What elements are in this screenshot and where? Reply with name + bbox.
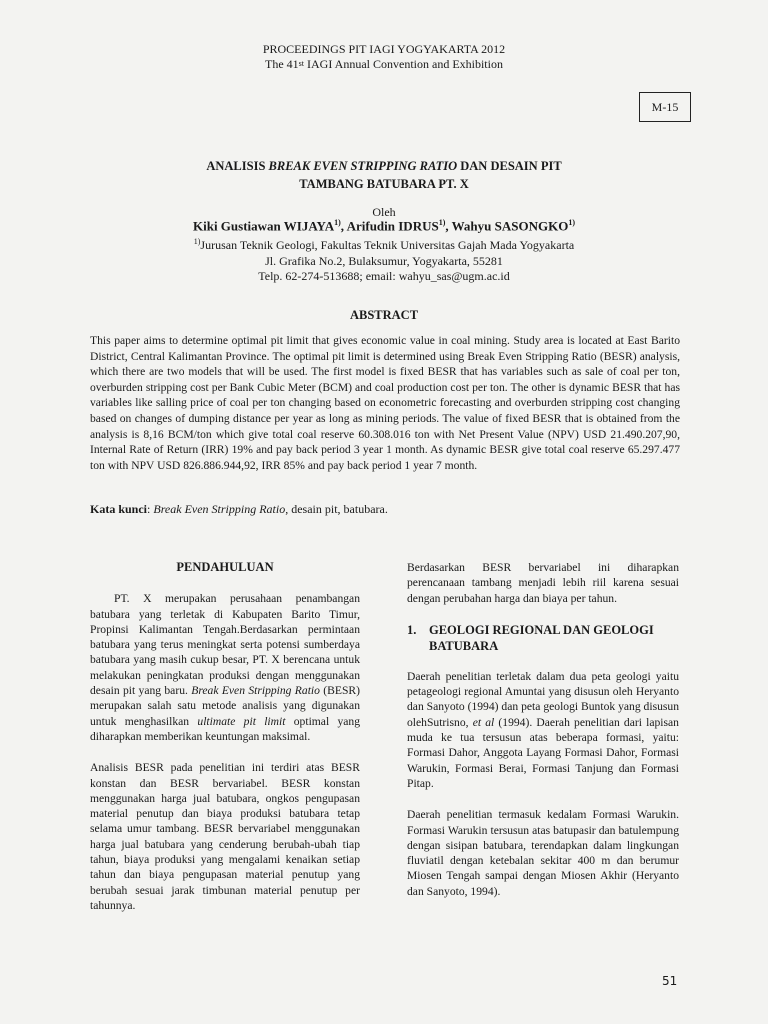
paper-title: ANALISIS BREAK EVEN STRIPPING RATIO DAN DESAIN PIT TAMBANG BATUBARA PT. X (206, 159, 562, 191)
author-3: Wahyu SASONGKO (451, 218, 569, 234)
intro-paragraph-3: Berdasarkan BESR bervariabel ini diharapkan perencanaan tambang menjadi lebih riil karena sesuai dengan perubahan harga dan biaya per tahun. (407, 561, 679, 605)
right-column (407, 560, 679, 899)
paper-code-badge: M-15 (639, 92, 691, 122)
section-heading-pendahuluan: PENDAHULUAN (176, 560, 274, 574)
abstract-heading: ABSTRACT (349, 308, 419, 322)
affiliation: $^{1)}$Jurusan Teknik Geologi, Fakultas Teknik Universitas Gajah Mada Yogyakarta Jl. Grafika No.2, Bulaksumur, Yogyakarta, 55281 Telp. 62-274-513688; email: wahyu_sas@ugm.ac.id (193, 237, 575, 283)
section-heading-geologi: 1. GEOLOGI REGIONAL DAN GEOLOGI BATUBARA (407, 622, 654, 653)
geology-paragraph-1: Daerah penelitian terletak dalam dua peta geologi yaitu petageologi regional Amuntai yang disusun oleh Heryanto dan Sanyoto (1994) dan peta geologi Buntok yang disusun olehSutrisno, et al (1994). Daerah penelitian dari lapisan muda ke tua tersusun atas beberapa formasi, yaitu: Formasi Dahor, Anggota Layang Formasi Dahor, Formasi Warukin, Formasi Berai, Formasi Tanjung dan Formasi Pitap. (407, 669, 679, 790)
header-line-1: PROCEEDINGS PIT IAGI YOGYAKARTA 2012 (262, 42, 506, 56)
geology-paragraph-2: Daerah penelitian termasuk kedalam Formasi Warukin. Formasi Warukin tersusun atas batupasir dan batulempung dengan sisipan batubara, terendapkan dalam lingkungan fluviatil dengan ketebalan sekitar 400 m dan berumur Miosen Tengah sampai dengan Miosen Akhir (Heryanto dan Sanyoto, 1994). (407, 808, 679, 898)
intro-paragraph-2: Analisis BESR pada penelitian ini terdiri atas BESR konstan dan BESR bervariabel. BESR konstan menggunakan harga jual batubara, ongkos pengupasan material penutup dan biaya produksi batubara tetap selama umur tambang. BESR bervariabel menggunakan harga jual batubara yang cenderung berubah-ubah tiap tahun, biaya produksi yang mengalami kenaikan setiap tahun dan biaya pengupasan material penutup yang berubah sesuai jarak timbunan material penutup per tahunnya. (90, 761, 360, 912)
left-column (90, 560, 360, 913)
author-list: Kiki Gustiawan WIJAYA$^{1)}$, Arifudin IDRUS$^{1)}$, Wahyu SASONGKO$^{1)}$ (192, 218, 575, 234)
abstract-body: This paper aims to determine optimal pit limit that gives economic value in coal mining. Study area is located at East Barito District, Central Kalimantan Province. The optimal pit limit is determined using Break Even Stripping Ratio (BESR) analysis, which there are two models that will be used. The first model is fixed BESR that has variables such as sale of coal per ton, overburden stripping cost per Bank Cubic Meter (BCM) and coal production cost per ton. The other is dynamic BESR that has variables like salling price of coal per ton changing based on econometric forecasting and overburden stripping cost changing based on changes of dumping distance per year as long as mining periods. The value of fixed BESR that is obtained from the analysis is 8,16 BCM/ton which give total coal reserve 60.308.016 ton with Net Present Value (NPV) USD 21.490.207,90, Internal Rate of Return (IRR) 19% and pay back period 3 year 1 month. As dynamic BESR give total coal reserve 65.297.477 ton with NPV USD 826.886.944,92, IRR 85% and pay back period 1 year 7 month. (90, 334, 680, 472)
page-number: 51 (662, 974, 678, 988)
keywords: Kata kunci: Break Even Stripping Ratio, desain pit, batubara. (90, 502, 388, 516)
by-label: Oleh (372, 205, 396, 219)
author-1: Kiki Gustiawan WIJAYA (192, 218, 335, 234)
proceedings-header (0, 42, 768, 72)
intro-paragraph-1: PT. X merupakan perusahaan penambangan batubara yang terletak di Kabupaten Barito Timur, Propinsi Kalimantan Tengah.Berdasarkan permintaan batubara yang terus meningkat serta potensi sumberdaya batubara yang masih cukup besar, PT. X berencana untuk melakukan peningkatan produksi dengan menggunakan desain pit yang baru. Break Even Stripping Ratio (BESR) merupakan salah satu metode analisis yang digunakan untuk menghasilkan ultimate pit limit optimal yang diharapkan memberikan keuntungan maksimal. (90, 592, 360, 743)
header-line-2: The 41st IAGI Annual Convention and Exhibition (265, 57, 503, 71)
author-2: Arifudin IDRUS (346, 218, 439, 234)
